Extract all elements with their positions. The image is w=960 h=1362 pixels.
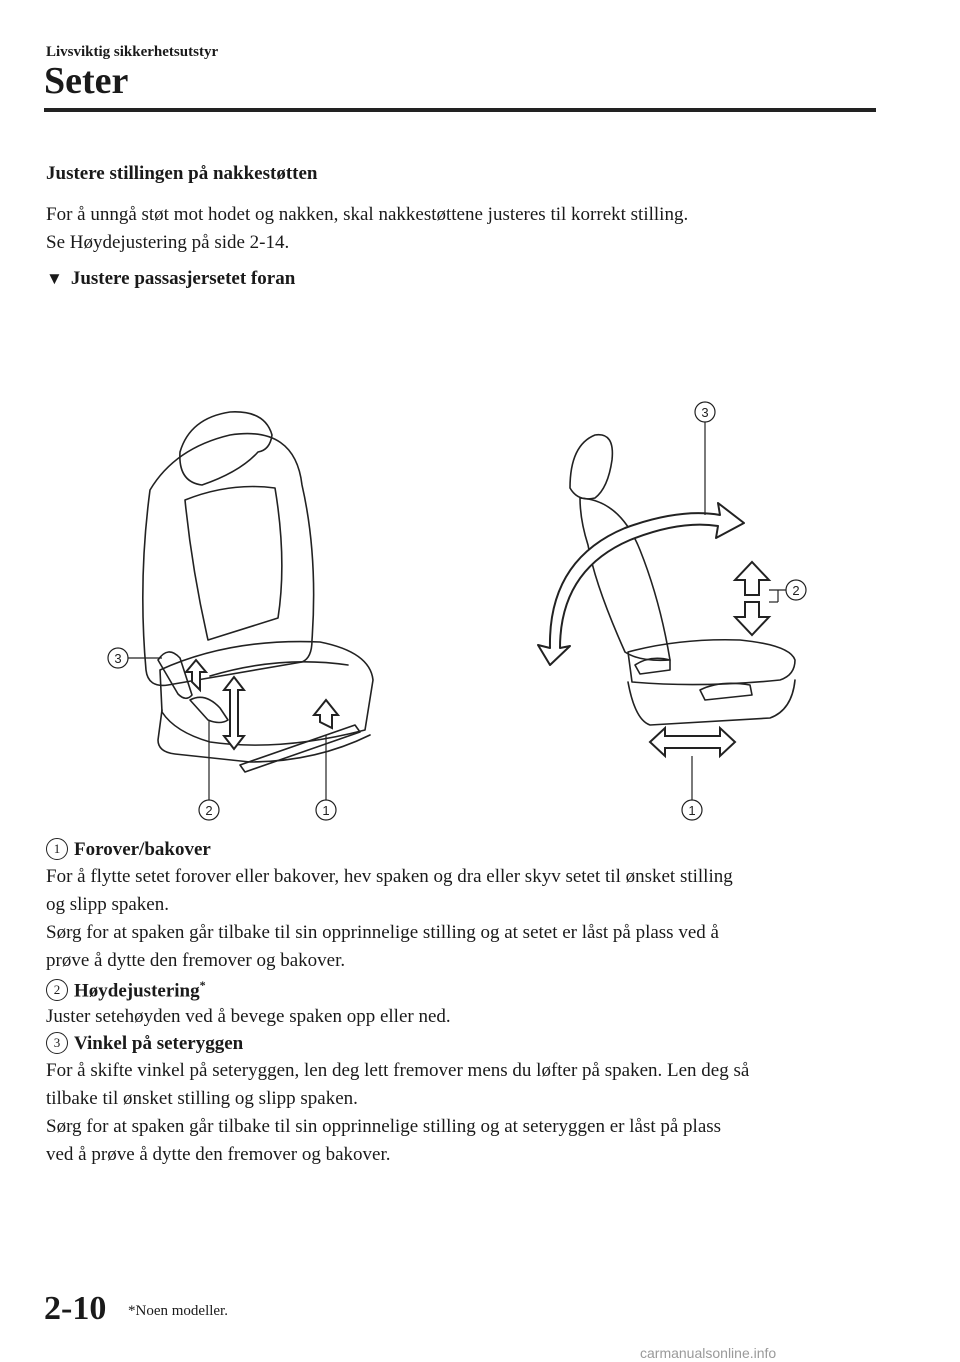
item-3-line-3: Sørg for at spaken går tilbake til sin opprinnelige stilling og at seteryggen er låst på plass <box>46 1116 722 1137</box>
left-seat-rail <box>240 725 360 772</box>
title-divider <box>44 108 876 112</box>
footnote: *Noen modeller. <box>128 1303 228 1319</box>
headrest-text-line-1: For å unngå støt mot hodet og nakken, skal nakkestøttene justeres til korrekt stilling. <box>46 204 689 225</box>
left-label-1: 1 <box>322 803 330 818</box>
left-height-arrow <box>224 677 244 749</box>
item-1-line-2: og slipp spaken. <box>46 894 169 915</box>
left-seat-height-lever <box>190 697 228 722</box>
item-2-line-1: Juster setehøyden ved å bevege spaken opp eller ned. <box>46 1006 451 1027</box>
item-1-line-1: For å flytte setet forover eller bakover, hev spaken og dra eller skyv setet til ønsket stilling <box>46 866 733 887</box>
seat-adjustment-figure <box>80 390 880 830</box>
item-2-number-icon: 2 <box>46 979 68 1001</box>
headrest-text-line-2: Se Høydejustering på side 2-14. <box>46 232 290 253</box>
headrest-heading: Justere stillingen på nakkestøtten <box>46 163 318 184</box>
item-1-number-icon: 1 <box>46 838 68 860</box>
page-number: 2-10 <box>44 1290 107 1327</box>
left-label-2: 2 <box>205 803 213 818</box>
item-1-title: Forover/bakover <box>74 839 211 860</box>
item-3-line-2: tilbake til ønsket stilling og slipp spaken. <box>46 1088 358 1109</box>
item-3-title: Vinkel på seteryggen <box>74 1033 244 1054</box>
right-seat-cushion <box>628 640 795 685</box>
item-1-heading <box>46 838 211 861</box>
right-height-up-arrow <box>735 562 769 595</box>
item-3-line-4: ved å prøve å dytte den fremover og bakover. <box>46 1144 391 1165</box>
left-seat-backrest-panel <box>185 487 282 641</box>
item-2-heading <box>46 978 206 1002</box>
item-1-line-3: Sørg for at spaken går tilbake til sin opprinnelige stilling og at setet er låst på plass ved å <box>46 922 719 943</box>
item-3-number-icon: 3 <box>46 1032 68 1054</box>
item-3-line-1: For å skifte vinkel på seteryggen, len deg lett fremover mens du løfter på spaken. Len deg så <box>46 1060 750 1081</box>
watermark: carmanualsonline.info <box>640 1345 777 1361</box>
right-seat-headrest <box>570 435 612 499</box>
item-3-heading <box>46 1032 243 1055</box>
passenger-seat-heading <box>46 268 295 290</box>
left-forward-arrow <box>314 700 338 728</box>
left-label-3: 3 <box>114 651 122 666</box>
item-2-title: Høydejustering <box>74 980 200 1002</box>
passenger-seat-heading-text: Justere passasjersetet foran <box>70 268 296 289</box>
item-1-line-4: prøve å dytte den fremover og bakover. <box>46 950 346 971</box>
item-2-asterisk: * <box>199 978 206 992</box>
right-label-3: 3 <box>701 405 709 420</box>
right-label-2: 2 <box>792 583 800 598</box>
section-label: Livsviktig sikkerhetsutstyr <box>46 44 219 60</box>
section-marker-icon: ▼ <box>46 269 63 288</box>
right-seat-base <box>628 680 795 725</box>
page-title: Seter <box>44 60 129 102</box>
right-label-1: 1 <box>688 803 696 818</box>
right-forward-arrow <box>650 728 735 756</box>
right-height-down-arrow <box>735 602 769 635</box>
